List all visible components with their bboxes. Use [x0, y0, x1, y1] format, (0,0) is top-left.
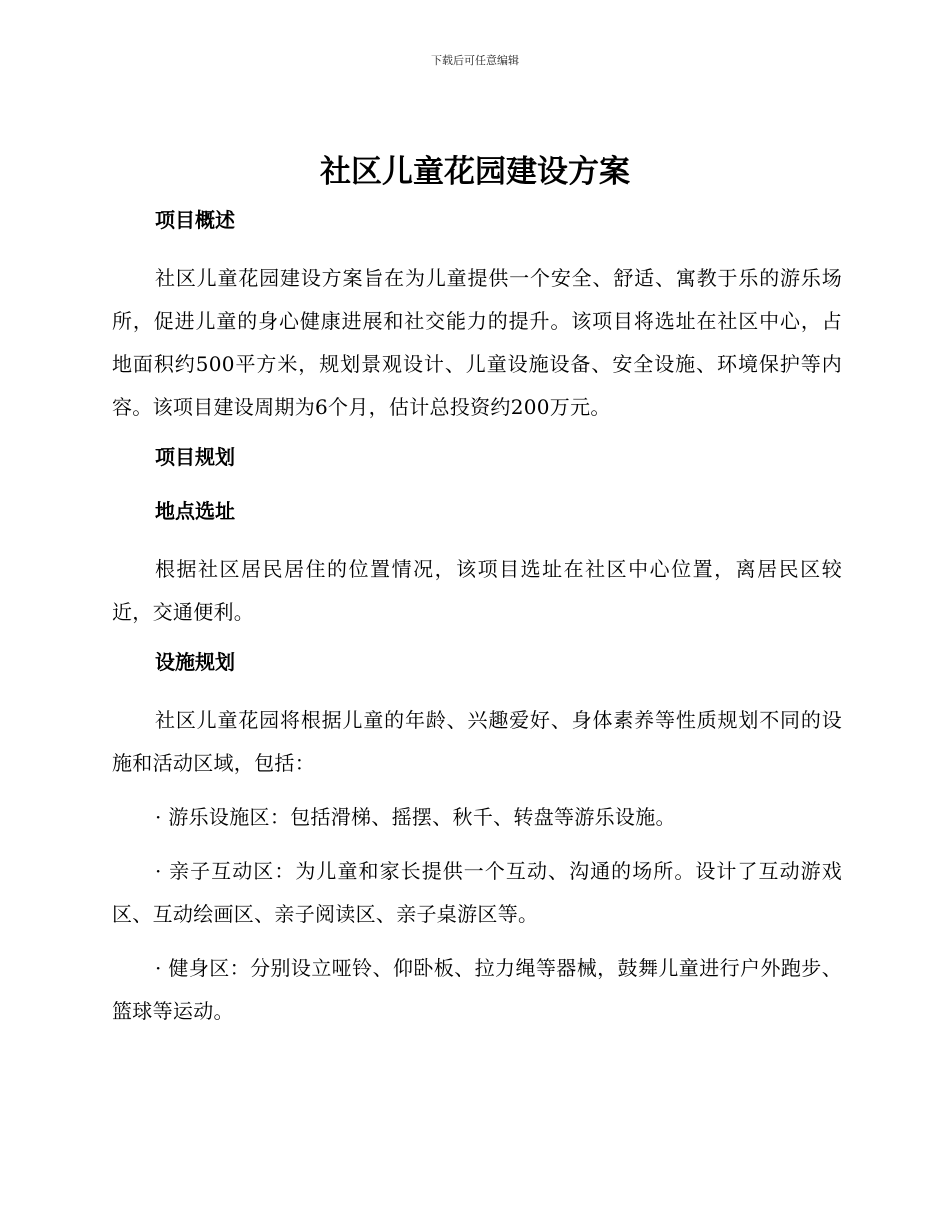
document-body: [112, 203, 842, 1033]
header-note: 下载后可任意编辑: [431, 54, 519, 67]
section-heading-facility: 设施规划: [155, 650, 235, 674]
section-heading-location: 地点选址: [155, 499, 235, 523]
document-title: 社区儿童花园建设方案: [320, 154, 630, 190]
section-heading-planning: 项目规划: [155, 445, 235, 469]
bullet-fitness-area: · 健身区：分别设立哑铃、仰卧板、拉力绳等器械，鼓舞儿童进行户外跑步、篮球等运动。: [112, 956, 842, 1023]
paragraph-facility: 社区儿童花园将根据儿童的年龄、兴趣爱好、身体素养等性质规划不同的设施和活动区域，包括：: [112, 708, 842, 775]
paragraph-location: 根据社区居民居住的位置情况，该项目选址在社区中心位置，离居民区较近，交通便利。: [112, 557, 842, 624]
bullet-play-area: · 游乐设施区：包括滑梯、摇摆、秋千、转盘等游乐设施。: [155, 805, 676, 829]
section-heading-overview: 项目概述: [155, 208, 235, 232]
paragraph-overview: 社区儿童花园建设方案旨在为儿童提供一个安全、舒适、寓教于乐的游乐场所，促进儿童的身心健康进展和社交能力的提升。该项目将选址在社区中心，占地面积约500平方米，规划景观设计、儿童设施设备、安全设施、环境保护等内容。该项目建设周期为6个月，估计总投资约200万元。: [112, 266, 842, 419]
bullet-family-area: · 亲子互动区：为儿童和家长提供一个互动、沟通的场所。设计了互动游戏区、互动绘画区、亲子阅读区、亲子桌游区等。: [112, 859, 842, 926]
